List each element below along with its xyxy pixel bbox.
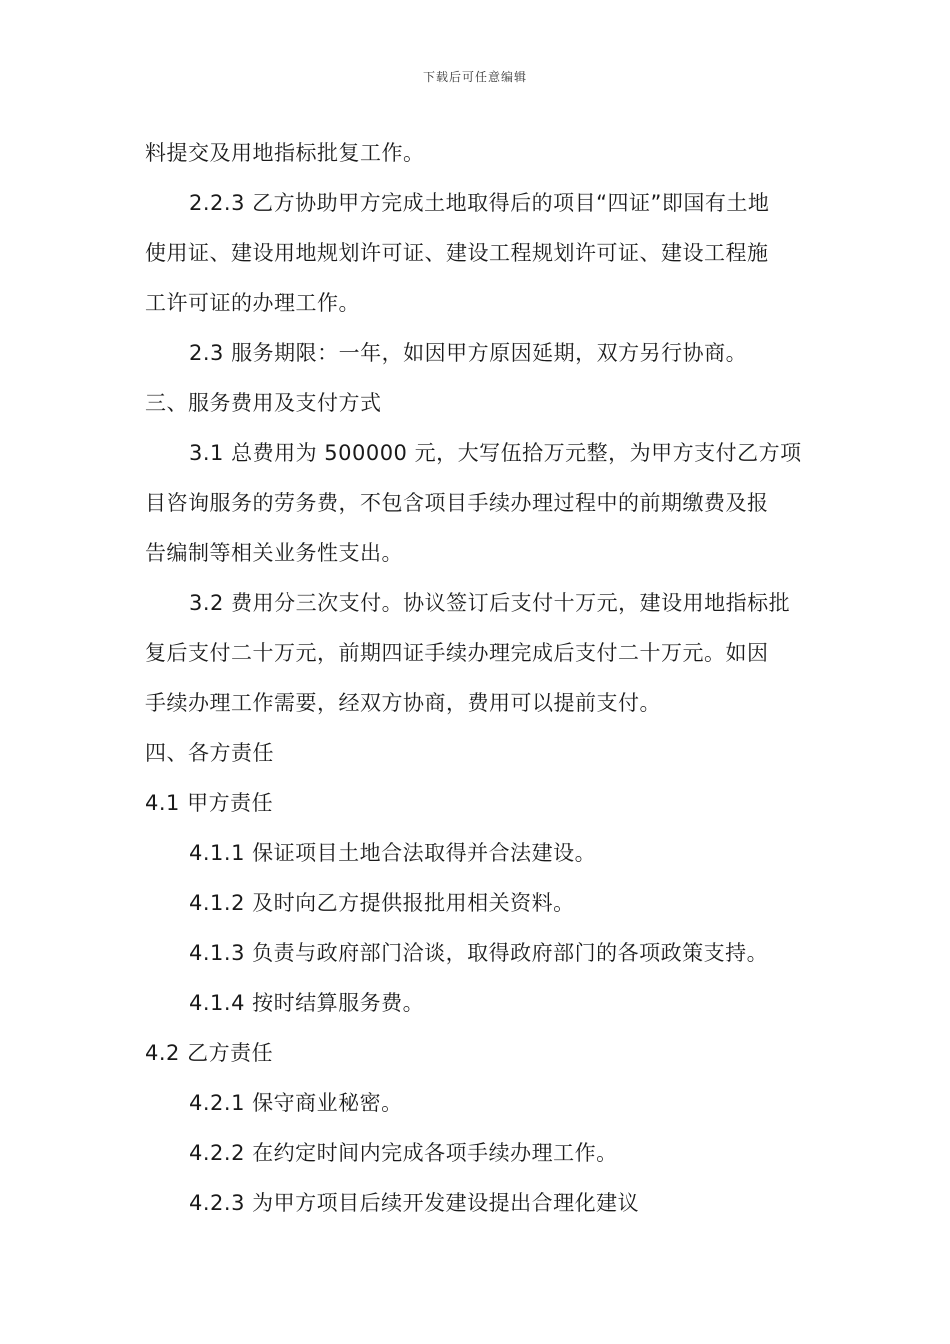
section-heading-4: 四、各方责任 bbox=[145, 741, 274, 765]
paragraph-line: 复后支付二十万元，前期四证手续办理完成后支付二十万元。如因 bbox=[145, 641, 769, 665]
paragraph-line: 目咨询服务的劳务费，不包含项目手续办理过程中的前期缴费及报 bbox=[145, 491, 769, 515]
clause-3-2-line: 3.2 费用分三次支付。协议签订后支付十万元，建设用地指标批 bbox=[189, 591, 791, 615]
subsection-heading-4-2: 4.2 乙方责任 bbox=[145, 1041, 274, 1065]
clause-2-3-line: 2.3 服务期限：一年，如因甲方原因延期，双方另行协商。 bbox=[189, 341, 748, 365]
clause-4-1-4: 4.1.4 按时结算服务费。 bbox=[189, 991, 425, 1015]
clause-4-1-2: 4.1.2 及时向乙方提供报批用相关资料。 bbox=[189, 891, 575, 915]
clause-4-1-3: 4.1.3 负责与政府部门洽谈，取得政府部门的各项政策支持。 bbox=[189, 941, 769, 965]
clause-4-2-3: 4.2.3 为甲方项目后续开发建设提出合理化建议 bbox=[189, 1191, 640, 1215]
paragraph-line: 使用证、建设用地规划许可证、建设工程规划许可证、建设工程施 bbox=[145, 241, 769, 265]
paragraph-line: 手续办理工作需要，经双方协商，费用可以提前支付。 bbox=[145, 691, 661, 715]
paragraph-line: 告编制等相关业务性支出。 bbox=[145, 541, 403, 565]
document-body bbox=[145, 128, 805, 1228]
clause-4-1-1: 4.1.1 保证项目土地合法取得并合法建设。 bbox=[189, 841, 597, 865]
page-header: 下载后可任意编辑 bbox=[422, 70, 527, 84]
clause-4-2-2: 4.2.2 在约定时间内完成各项手续办理工作。 bbox=[189, 1141, 618, 1165]
clause-4-2-1: 4.2.1 保守商业秘密。 bbox=[189, 1091, 403, 1115]
clause-3-1-line: 3.1 总费用为 500000 元，大写伍拾万元整，为甲方支付乙方项 bbox=[189, 441, 802, 465]
section-heading-3: 三、服务费用及支付方式 bbox=[145, 391, 382, 415]
subsection-heading-4-1: 4.1 甲方责任 bbox=[145, 791, 274, 815]
clause-2-2-3-line: 2.2.3 乙方协助甲方完成土地取得后的项目“四证”即国有土地 bbox=[189, 191, 770, 215]
paragraph-line: 工许可证的办理工作。 bbox=[145, 291, 360, 315]
paragraph-line: 料提交及用地指标批复工作。 bbox=[145, 141, 425, 165]
